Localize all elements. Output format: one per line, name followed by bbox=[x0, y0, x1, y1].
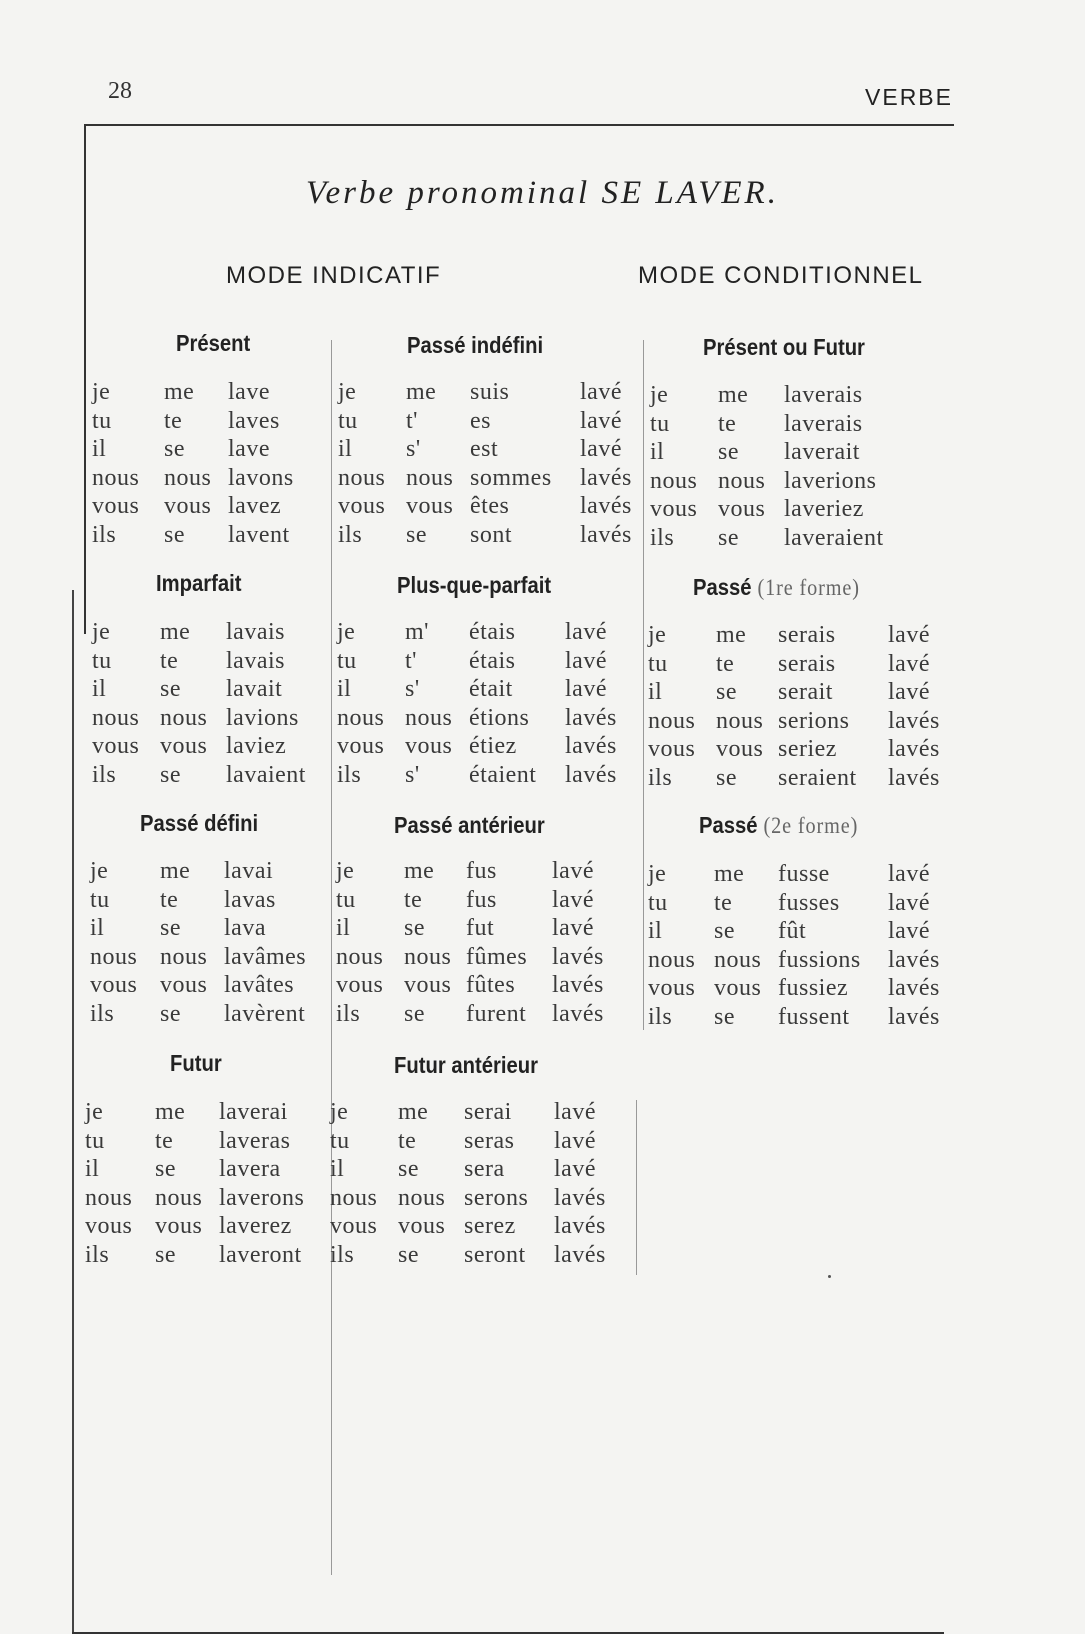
participle: lavé bbox=[888, 918, 930, 945]
participle: lavés bbox=[888, 946, 940, 973]
verb-form: êtes bbox=[470, 493, 510, 520]
reflexive-pronoun: nous bbox=[405, 704, 453, 731]
reflexive-pronoun: se bbox=[404, 915, 425, 942]
reflexive-pronoun: se bbox=[716, 679, 737, 706]
reflexive-pronoun: se bbox=[164, 522, 185, 548]
pronoun: vous bbox=[336, 972, 384, 999]
pronoun: tu bbox=[336, 886, 356, 913]
tense-note: (2e forme) bbox=[757, 813, 859, 838]
reflexive-pronoun: me bbox=[164, 379, 195, 405]
pronoun: il bbox=[90, 915, 105, 942]
reflexive-pronoun: t' bbox=[406, 407, 418, 434]
participle: lavés bbox=[554, 1184, 606, 1211]
reflexive-pronoun: se bbox=[718, 525, 739, 551]
pronoun: nous bbox=[92, 704, 140, 731]
verb-form: serez bbox=[464, 1213, 516, 1240]
reflexive-pronoun: nous bbox=[164, 464, 212, 491]
pronoun: vous bbox=[650, 496, 698, 523]
verb-form: lavons bbox=[228, 464, 294, 491]
reflexive-pronoun: nous bbox=[160, 704, 208, 731]
verb-form: laveriez bbox=[784, 496, 864, 523]
verb-form: laverait bbox=[784, 439, 860, 466]
pronoun: nous bbox=[648, 707, 696, 734]
participle: lavé bbox=[565, 676, 607, 703]
verb-form: étais bbox=[469, 619, 516, 645]
pronoun: nous bbox=[338, 464, 386, 491]
verb-form: seras bbox=[464, 1127, 515, 1154]
reflexive-pronoun: me bbox=[160, 858, 191, 884]
reflexive-pronoun: te bbox=[160, 647, 179, 674]
verb-form: fussent bbox=[778, 1004, 850, 1030]
reflexive-pronoun: vous bbox=[716, 736, 764, 763]
reflexive-pronoun: te bbox=[404, 886, 423, 913]
reflexive-pronoun: te bbox=[718, 410, 737, 437]
tense-name: Futur bbox=[170, 1050, 222, 1076]
reflexive-pronoun: m' bbox=[405, 619, 429, 645]
page-number: 28 bbox=[108, 78, 132, 104]
reflexive-pronoun: nous bbox=[155, 1184, 203, 1211]
pronoun: tu bbox=[92, 407, 112, 434]
verb-form: sommes bbox=[470, 464, 552, 491]
verb-form: fut bbox=[466, 915, 495, 942]
verb-form: étaient bbox=[469, 762, 537, 788]
verb-form: lavait bbox=[226, 676, 283, 703]
verb-form: seriez bbox=[778, 736, 837, 763]
pronoun: ils bbox=[85, 1242, 110, 1268]
verb-form: fus bbox=[466, 886, 497, 913]
pronoun: nous bbox=[337, 704, 385, 731]
reflexive-pronoun: se bbox=[160, 915, 181, 942]
pronoun: je bbox=[338, 379, 357, 405]
participle: lavés bbox=[888, 736, 940, 763]
pronoun: je bbox=[92, 379, 111, 405]
participle: lavés bbox=[565, 704, 617, 731]
pronoun: ils bbox=[92, 522, 117, 548]
pronoun: nous bbox=[336, 943, 384, 970]
pronoun: vous bbox=[648, 975, 696, 1002]
pronoun: je bbox=[336, 858, 355, 884]
participle: lavé bbox=[552, 915, 594, 942]
tense-name: Présent bbox=[176, 330, 251, 356]
verb-form: fût bbox=[778, 918, 807, 945]
pronoun: je bbox=[337, 619, 356, 645]
reflexive-pronoun: s' bbox=[405, 762, 420, 788]
tense-name: Passé défini bbox=[140, 810, 259, 836]
pronoun: vous bbox=[330, 1213, 378, 1240]
pronoun: vous bbox=[338, 493, 386, 520]
reflexive-pronoun: nous bbox=[404, 943, 452, 970]
verb-form: lavaient bbox=[226, 762, 306, 788]
reflexive-pronoun: te bbox=[398, 1127, 417, 1154]
pronoun: tu bbox=[648, 650, 668, 677]
column-separator bbox=[643, 340, 644, 1030]
verb-form: fusse bbox=[778, 861, 830, 887]
reflexive-pronoun: se bbox=[714, 918, 735, 945]
reflexive-pronoun: te bbox=[716, 650, 735, 677]
verb-form: laverais bbox=[784, 410, 863, 437]
pronoun: je bbox=[648, 622, 667, 648]
verb-form: fûtes bbox=[466, 972, 516, 999]
pronoun: je bbox=[330, 1099, 349, 1125]
reflexive-pronoun: te bbox=[160, 886, 179, 913]
verb-form: lavais bbox=[226, 619, 285, 645]
pronoun: nous bbox=[85, 1184, 133, 1211]
verb-form: laveraient bbox=[784, 525, 884, 551]
pronoun: nous bbox=[648, 946, 696, 973]
participle: lavé bbox=[565, 619, 607, 645]
verb-form: serait bbox=[778, 679, 833, 706]
reflexive-pronoun: vous bbox=[155, 1213, 203, 1240]
verb-form: laviez bbox=[226, 733, 287, 760]
section-title-passe-defini bbox=[140, 810, 258, 837]
verb-form: lavera bbox=[219, 1156, 281, 1183]
reflexive-pronoun: me bbox=[718, 382, 749, 408]
participle: lavés bbox=[580, 464, 632, 491]
reflexive-pronoun: nous bbox=[716, 707, 764, 734]
reflexive-pronoun: me bbox=[714, 861, 745, 887]
reflexive-pronoun: te bbox=[164, 407, 183, 434]
verb-form: était bbox=[469, 676, 513, 703]
verb-form: étions bbox=[469, 704, 530, 731]
tense-name: Passé bbox=[699, 812, 758, 838]
reflexive-pronoun: me bbox=[155, 1099, 186, 1125]
reflexive-pronoun: vous bbox=[714, 975, 762, 1002]
verb-form: laveront bbox=[219, 1242, 302, 1268]
verb-form: serais bbox=[778, 650, 836, 677]
section-title-plus-que-parfait bbox=[397, 572, 551, 599]
section-title-imparfait bbox=[156, 570, 241, 597]
reflexive-pronoun: vous bbox=[164, 493, 212, 520]
verb-form: seraient bbox=[778, 765, 857, 791]
pronoun: ils bbox=[338, 522, 363, 548]
reflexive-pronoun: me bbox=[160, 619, 191, 645]
reflexive-pronoun: s' bbox=[406, 436, 421, 463]
pronoun: il bbox=[92, 436, 107, 463]
tense-name: Passé bbox=[693, 574, 752, 600]
verb-form: laverais bbox=[784, 382, 863, 408]
column-separator bbox=[636, 1100, 637, 1275]
verb-form: sont bbox=[470, 522, 513, 548]
verb-form: lavèrent bbox=[224, 1001, 306, 1027]
participle: lavé bbox=[554, 1156, 596, 1183]
pronoun: ils bbox=[92, 762, 117, 788]
reflexive-pronoun: nous bbox=[406, 464, 454, 491]
section-title-passe-indefini bbox=[407, 332, 543, 359]
participle: lavé bbox=[888, 622, 930, 648]
pronoun: ils bbox=[648, 765, 673, 791]
mode-indicatif-heading: MODE INDICATIF bbox=[226, 262, 442, 289]
verb-form: fusses bbox=[778, 889, 840, 916]
reflexive-pronoun: vous bbox=[404, 972, 452, 999]
verb-form: lavas bbox=[224, 886, 276, 913]
reflexive-pronoun: se bbox=[155, 1156, 176, 1183]
reflexive-pronoun: me bbox=[398, 1099, 429, 1125]
tense-name: Futur antérieur bbox=[394, 1052, 538, 1078]
pronoun: ils bbox=[90, 1001, 115, 1027]
verb-form: étais bbox=[469, 647, 516, 674]
verb-form: fussions bbox=[778, 946, 861, 973]
participle: lavés bbox=[580, 493, 632, 520]
section-title-present bbox=[176, 330, 250, 357]
pronoun: ils bbox=[337, 762, 362, 788]
reflexive-pronoun: se bbox=[398, 1242, 419, 1268]
pronoun: tu bbox=[338, 407, 358, 434]
verb-form: lavez bbox=[228, 493, 282, 520]
pronoun: nous bbox=[90, 943, 138, 970]
verb-form: furent bbox=[466, 1001, 527, 1027]
pronoun: tu bbox=[337, 647, 357, 674]
reflexive-pronoun: nous bbox=[398, 1184, 446, 1211]
mode-conditionnel-heading: MODE CONDITIONNEL bbox=[638, 262, 924, 289]
reflexive-pronoun: vous bbox=[160, 733, 208, 760]
verb-form: laverai bbox=[219, 1099, 288, 1125]
section-title-futur-anterieur bbox=[394, 1052, 538, 1079]
pronoun: il bbox=[650, 439, 665, 466]
pronoun: tu bbox=[650, 410, 670, 437]
pronoun: je bbox=[92, 619, 111, 645]
participle: lavés bbox=[888, 707, 940, 734]
pronoun: vous bbox=[85, 1213, 133, 1240]
reflexive-pronoun: me bbox=[406, 379, 437, 405]
participle: lavé bbox=[888, 650, 930, 677]
section-title-present-futur bbox=[703, 334, 865, 361]
pronoun: il bbox=[330, 1156, 345, 1183]
pronoun: vous bbox=[92, 493, 140, 520]
verb-form: laves bbox=[228, 407, 280, 434]
reflexive-pronoun: se bbox=[155, 1242, 176, 1268]
pronoun: nous bbox=[92, 464, 140, 491]
verb-form: serons bbox=[464, 1184, 529, 1211]
participle: lavés bbox=[554, 1213, 606, 1240]
reflexive-pronoun: se bbox=[164, 436, 185, 463]
pronoun: vous bbox=[90, 972, 138, 999]
participle: lavé bbox=[565, 647, 607, 674]
reflexive-pronoun: se bbox=[406, 522, 427, 548]
participle: lavé bbox=[580, 407, 622, 434]
participle: lavés bbox=[552, 1001, 604, 1027]
reflexive-pronoun: te bbox=[714, 889, 733, 916]
participle: lavés bbox=[552, 943, 604, 970]
participle: lavés bbox=[888, 765, 940, 791]
section-title-passe-anterieur bbox=[394, 812, 545, 839]
pronoun: il bbox=[648, 918, 663, 945]
verb-form: serions bbox=[778, 707, 850, 734]
verb-form: es bbox=[470, 407, 491, 434]
reflexive-pronoun: nous bbox=[718, 467, 766, 494]
verb-form: lavâtes bbox=[224, 972, 295, 999]
tense-name: Plus-que-parfait bbox=[397, 572, 552, 598]
pronoun: je bbox=[648, 861, 667, 887]
participle: lavé bbox=[888, 861, 930, 887]
participle: lavés bbox=[565, 733, 617, 760]
tense-name: Imparfait bbox=[156, 570, 242, 596]
reflexive-pronoun: se bbox=[404, 1001, 425, 1027]
verb-form: fûmes bbox=[466, 943, 528, 970]
verb-form: laverions bbox=[784, 467, 877, 494]
pronoun: je bbox=[85, 1099, 104, 1125]
verb-form: est bbox=[470, 436, 499, 463]
verb-form: lave bbox=[228, 436, 270, 463]
participle: lavé bbox=[552, 858, 594, 884]
verb-form: étiez bbox=[469, 733, 517, 760]
pronoun: il bbox=[648, 679, 663, 706]
running-head: VERBE bbox=[865, 84, 953, 110]
pronoun: je bbox=[90, 858, 109, 884]
verb-form: fus bbox=[466, 858, 497, 884]
reflexive-pronoun: se bbox=[160, 1001, 181, 1027]
column-separator bbox=[331, 340, 332, 1575]
reflexive-pronoun: se bbox=[398, 1156, 419, 1183]
participle: lavé bbox=[552, 886, 594, 913]
verb-form: lavent bbox=[228, 522, 290, 548]
pronoun: ils bbox=[650, 525, 675, 551]
reflexive-pronoun: me bbox=[404, 858, 435, 884]
reflexive-pronoun: se bbox=[714, 1004, 735, 1030]
pronoun: tu bbox=[648, 889, 668, 916]
reflexive-pronoun: t' bbox=[405, 647, 417, 674]
pronoun: vous bbox=[337, 733, 385, 760]
pronoun: tu bbox=[90, 886, 110, 913]
section-title-passe-1 bbox=[693, 574, 860, 601]
pronoun: tu bbox=[330, 1127, 350, 1154]
reflexive-pronoun: te bbox=[155, 1127, 174, 1154]
frame-top-rule bbox=[84, 124, 954, 126]
reflexive-pronoun: se bbox=[716, 765, 737, 791]
pronoun: il bbox=[85, 1156, 100, 1183]
pronoun: nous bbox=[330, 1184, 378, 1211]
reflexive-pronoun: nous bbox=[714, 946, 762, 973]
participle: lavés bbox=[888, 1004, 940, 1030]
tense-name: Passé antérieur bbox=[394, 812, 545, 838]
tense-name: Passé indéfini bbox=[407, 332, 544, 358]
verb-form: serai bbox=[464, 1099, 512, 1125]
section-title-futur bbox=[170, 1050, 222, 1077]
speck bbox=[828, 1275, 831, 1278]
pronoun: vous bbox=[648, 736, 696, 763]
reflexive-pronoun: se bbox=[160, 762, 181, 788]
participle: lavé bbox=[554, 1127, 596, 1154]
verb-form: lavions bbox=[226, 704, 299, 731]
verb-form: suis bbox=[470, 379, 510, 405]
pronoun: vous bbox=[92, 733, 140, 760]
pronoun: nous bbox=[650, 467, 698, 494]
participle: lavés bbox=[552, 972, 604, 999]
reflexive-pronoun: vous bbox=[405, 733, 453, 760]
reflexive-pronoun: se bbox=[160, 676, 181, 703]
reflexive-pronoun: vous bbox=[160, 972, 208, 999]
pronoun: il bbox=[336, 915, 351, 942]
verb-form: laverez bbox=[219, 1213, 292, 1240]
participle: lavés bbox=[888, 975, 940, 1002]
pronoun: je bbox=[650, 382, 669, 408]
participle: lavés bbox=[580, 522, 632, 548]
verb-form: fussiez bbox=[778, 975, 849, 1002]
verb-form: laverons bbox=[219, 1184, 305, 1211]
pronoun: il bbox=[338, 436, 353, 463]
reflexive-pronoun: vous bbox=[718, 496, 766, 523]
verb-form: lavâmes bbox=[224, 943, 307, 970]
participle: lavé bbox=[554, 1099, 596, 1125]
participle: lavé bbox=[888, 889, 930, 916]
pronoun: tu bbox=[85, 1127, 105, 1154]
participle: lavé bbox=[580, 379, 622, 405]
verb-form: serais bbox=[778, 622, 836, 648]
tense-name: Présent ou Futur bbox=[703, 334, 865, 360]
verb-form: lava bbox=[224, 915, 266, 942]
pronoun: tu bbox=[92, 647, 112, 674]
participle: lavés bbox=[565, 762, 617, 788]
pronoun: il bbox=[337, 676, 352, 703]
verb-form: laveras bbox=[219, 1127, 291, 1154]
reflexive-pronoun: nous bbox=[160, 943, 208, 970]
verb-form: sera bbox=[464, 1156, 505, 1183]
verb-form: lavais bbox=[226, 647, 285, 674]
frame-left-rule-lower bbox=[72, 590, 74, 1634]
section-title-passe-2 bbox=[699, 812, 858, 839]
reflexive-pronoun: vous bbox=[406, 493, 454, 520]
pronoun: ils bbox=[648, 1004, 673, 1030]
tense-note: (1re forme) bbox=[751, 575, 860, 600]
participle: lavé bbox=[580, 436, 622, 463]
verb-form: seront bbox=[464, 1242, 526, 1268]
verb-form: lavai bbox=[224, 858, 274, 884]
reflexive-pronoun: me bbox=[716, 622, 747, 648]
pronoun: ils bbox=[336, 1001, 361, 1027]
reflexive-pronoun: se bbox=[718, 439, 739, 466]
pronoun: il bbox=[92, 676, 107, 703]
reflexive-pronoun: s' bbox=[405, 676, 420, 703]
pronoun: ils bbox=[330, 1242, 355, 1268]
verb-form: lave bbox=[228, 379, 270, 405]
page-title: Verbe pronominal SE LAVER. bbox=[306, 175, 779, 211]
reflexive-pronoun: vous bbox=[398, 1213, 446, 1240]
participle: lavé bbox=[888, 679, 930, 706]
participle: lavés bbox=[554, 1242, 606, 1268]
